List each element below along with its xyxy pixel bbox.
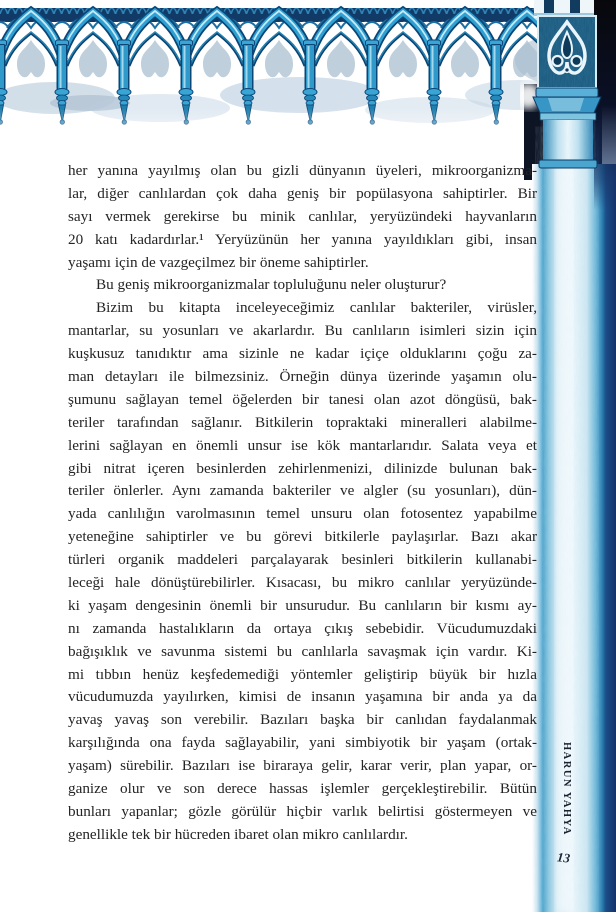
text-line: şumunu sağlayan temel öğelerden bir tanesi olan azot döngüsü, bak- [68, 390, 537, 408]
text-line: 20 katı kadardırlar.¹ Yeryüzünün her yanına yayıldıkları gibi, insan [68, 230, 537, 248]
page-number: 13 [556, 849, 571, 866]
text-line: genellikle tek bir hücreden ibaret olan mikro canlılardır. [68, 825, 408, 843]
text-line: teriler tarafından sağlanır. Bitkilerin topraktaki mineralleri alabilme- [68, 413, 537, 431]
text-line: Bizim bu kitapta inceleyeceğimiz canlılar bakteriler, virüsler, [96, 299, 537, 317]
text-line: kuşkusuz tanıdıktır ama sizinle ne kadar içiçe olduklarını çoğu za- [68, 345, 537, 363]
spade-ornament-icon [538, 16, 596, 88]
text-line: bağışıklık ve savunma sistemi bu canlılarla savaşmak için vardır. Ki- [68, 642, 537, 660]
text-line: mantarlar, su yosunları ve akarlardır. Bu canlıların isimleri sizin için [68, 322, 537, 340]
text-line: bunları yapanlar; gözle görülür hiçbir varlık belirtisi göstermeyen ve [68, 802, 537, 820]
text-line: sayı vermek gerekirse bu minik canlılar, yeryüzündeki hayvanların [68, 207, 537, 225]
text-line: yaşam) sürebilir. Bazıları ise biraraya gelir, karar verir, plan yapar, or- [68, 757, 537, 775]
text-line: teriler önlerler. Aynı zamanda bakteriler ve algler (su yosunları), dün- [68, 482, 537, 500]
text-line: lar, diğer canlılardan çok daha geniş bir popülasyona sahiptirler. Bir [68, 184, 537, 202]
text-line: türleri organik maddeleri parçalayarak besinleri bitkilerin kullanabi- [68, 551, 537, 569]
text-line: yada canlılığın varolmasının temel unsuru olan fotosentez yapabilme [68, 505, 537, 523]
text-line: leceği hale dönüştürebilirler. Kısacası, bu mikro canlılar yeryüzünde- [68, 574, 537, 592]
text-line: ganize olur ve son derece hassas işlemler gerçekleştirebilir. Bütün [68, 780, 537, 798]
text-line: Bu geniş mikroorganizmalar topluluğunu neler oluşturur? [96, 276, 447, 294]
text-line: vücudumuzda yayılırken, kimisi de insanın yaşamına bir anda ya da [68, 688, 537, 706]
text-line: yavaş yavaş son verebilir. Bazıları başka bir canlıdan faydalanmak [68, 711, 537, 729]
text-line: lerini sağlayan en önemli unsur ise kök mantarlarıdır. Salata veya et [68, 436, 537, 454]
text-line: man detayları ile bilmezsiniz. Örneğin dünya üzerinde yaşamın olu- [68, 368, 537, 386]
text-line: nı zamanda hastalıkların da ortaya çıkış sebebidir. Vücudumuzdaki [68, 619, 537, 637]
text-line: karşılığında ona fayda sağlayabilir, yani simbiyotik bir yaşam (ortak- [68, 734, 537, 752]
text-line: yaşamı için de vazgeçilmez bir öneme sahiptirler. [68, 253, 369, 271]
text-line: gibi nitrat içeren besinlerden zehirlenmenizi, dilinizde bulunan bak- [68, 459, 537, 477]
running-header-author: HARUN YAHYA [561, 742, 572, 836]
text-line: yeteneğine sahiptirler ve bu görevi bitkilerle paylaşırlar. Bazı akar [68, 528, 537, 546]
text-line: ki yaşam dengesinin önemli bir unsurudur. Bu canlıların bir kısmı ay- [68, 596, 537, 614]
text-line: her yanına yayılmış olan bu gizli dünyanın üyeleri, mikroorganizma- [68, 162, 537, 179]
body-text [68, 160, 537, 847]
text-line: mi tıbbın henüz keşfedemediği yöntemler geliştirip büyük bir hızla [68, 665, 537, 683]
